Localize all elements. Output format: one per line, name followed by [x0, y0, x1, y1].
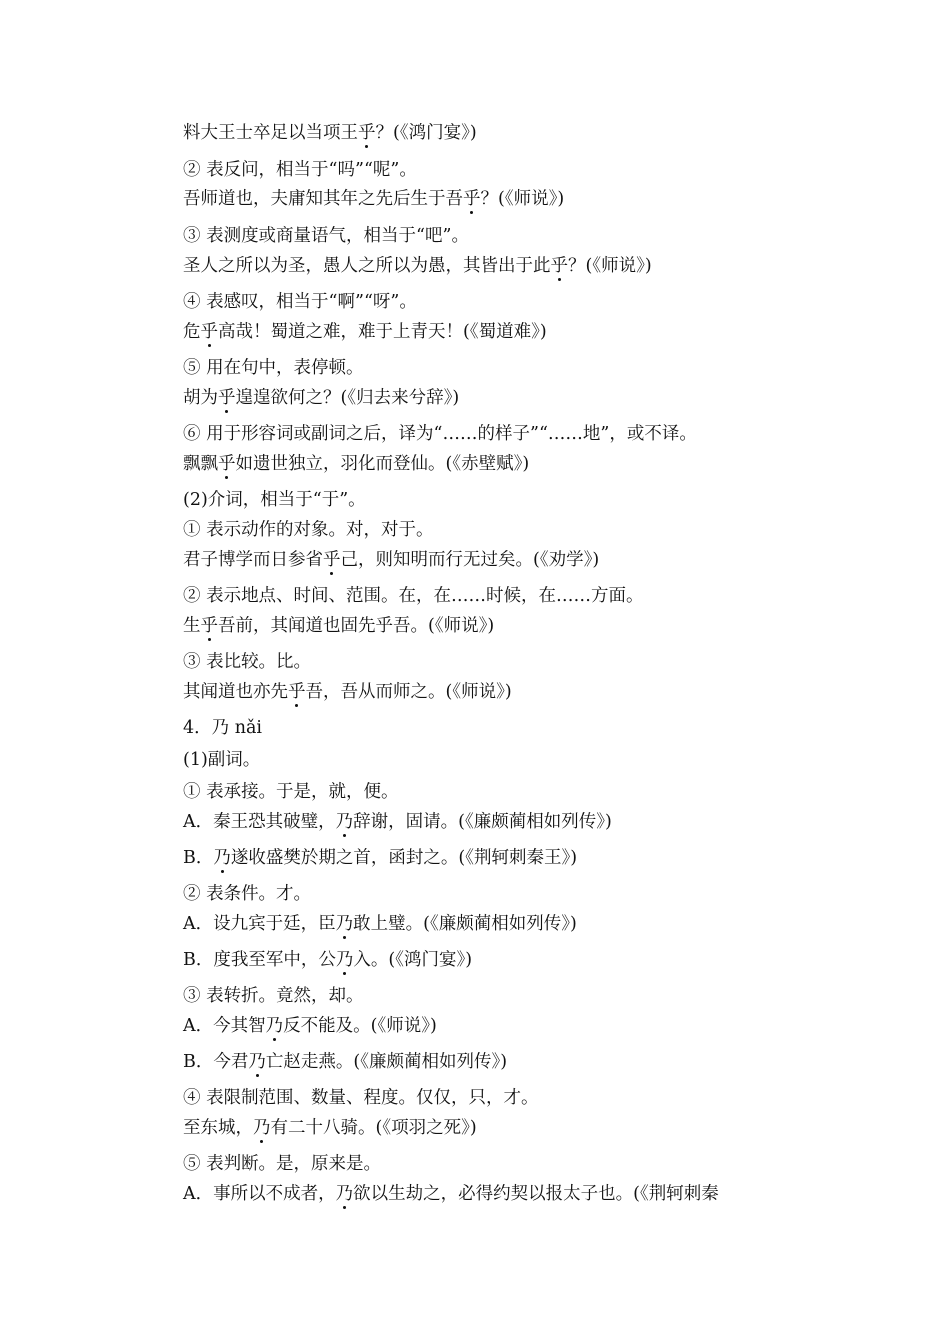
text-line — [183, 290, 417, 314]
emphasized-char: 乎 — [288, 682, 306, 702]
line-text: ① 表示动作的对象。对，对于。 — [183, 520, 434, 540]
line-text: 飘飘 — [183, 454, 218, 474]
text-line — [183, 1152, 381, 1176]
line-text-tail: 有二十八骑。(《项羽之死》) — [270, 1118, 477, 1138]
line-text: ③ 表转折。竟然，却。 — [183, 986, 364, 1006]
line-text: 圣人之所以为圣，愚人之所以为愚，其皆出于此 — [183, 256, 551, 276]
emphasized-char: 乎 — [358, 123, 376, 143]
line-text: B．度我至军中，公 — [183, 950, 336, 970]
line-text: B．今君 — [183, 1052, 249, 1072]
line-text: 生 — [183, 616, 201, 636]
line-text: (2)介词，相当于“于”。 — [183, 490, 366, 510]
text-line — [183, 912, 577, 936]
text-line — [183, 121, 477, 145]
text-line — [183, 254, 652, 278]
line-text: ⑤ 用在句中，表停顿。 — [183, 358, 364, 378]
text-line — [183, 680, 512, 704]
line-text: ④ 表限制范围、数量、程度。仅仅，只，才。 — [183, 1088, 539, 1108]
emphasized-char: 乎 — [218, 454, 236, 474]
emphasized-char: 乃 — [213, 848, 231, 868]
line-text-tail: 己，则知明而行无过矣。(《劝学》) — [340, 550, 600, 570]
line-text: ③ 表测度或商量语气，相当于“吧”。 — [183, 226, 469, 246]
text-line — [183, 488, 366, 512]
text-line — [183, 984, 364, 1008]
text-line — [183, 584, 644, 608]
line-text: 吾师道也，夫庸知其年之先后生于吾 — [183, 189, 463, 209]
line-text-tail: 如遗世独立，羽化而登仙。(《赤壁赋》) — [235, 454, 530, 474]
emphasized-char: 乃 — [335, 914, 354, 934]
line-text: A．秦王恐其破璧， — [183, 812, 336, 832]
text-line — [183, 518, 434, 542]
emphasized-char: 乎 — [218, 388, 236, 408]
line-text: ⑥ 用于形容词或副词之后，译为“……的样子”“……地”，或不译。 — [183, 424, 697, 444]
line-text-tail: 敢上璧。(《廉颇蔺相如列传》) — [353, 914, 577, 934]
line-text-tail: 高哉！蜀道之难，难于上青天！(《蜀道难》) — [218, 322, 547, 342]
line-text-tail: 亡赵走燕。(《廉颇蔺相如列传》) — [265, 1052, 508, 1072]
line-text: ② 表示地点、时间、范围。在，在……时候，在……方面。 — [183, 586, 644, 606]
emphasized-char: 乎 — [463, 189, 481, 209]
emphasized-char: 乎 — [550, 256, 568, 276]
text-line — [183, 422, 697, 446]
emphasized-char: 乎 — [323, 550, 341, 570]
line-text: A．事所以不成者， — [183, 1184, 336, 1204]
text-line — [183, 452, 529, 476]
text-line — [183, 748, 260, 772]
text-line — [183, 1086, 539, 1110]
text-line — [183, 846, 577, 870]
line-text-tail: 反不能及。(《师说》) — [283, 1016, 437, 1036]
line-text: ② 表条件。才。 — [183, 884, 312, 904]
line-text: 胡为 — [183, 388, 218, 408]
line-text-tail: ？(《师说》) — [480, 189, 565, 209]
text-line — [183, 158, 417, 182]
line-text-tail: 辞谢，固请。(《廉颇蔺相如列传》) — [353, 812, 612, 832]
emphasized-char: 乃 — [265, 1016, 284, 1036]
line-text: B． — [183, 848, 214, 868]
line-text: ① 表承接。于是，就，便。 — [183, 782, 399, 802]
emphasized-char: 乎 — [200, 616, 218, 636]
line-text: 料大王士卒足以当项王 — [183, 123, 358, 143]
text-line — [183, 386, 459, 410]
line-text-tail: 欲以生劫之，必得约契以报太子也。(《荆轲刺秦 — [353, 1184, 719, 1204]
line-text: A．今其智 — [183, 1016, 266, 1036]
text-line — [183, 320, 547, 344]
emphasized-char: 乃 — [335, 1184, 354, 1204]
line-text: ② 表反问，相当于“吗”“呢”。 — [183, 160, 417, 180]
emphasized-char: 乎 — [200, 322, 218, 342]
line-text: 至东城， — [183, 1118, 253, 1138]
text-line — [183, 810, 612, 834]
text-line — [183, 1014, 437, 1038]
line-text: 4．乃 nǎi — [183, 718, 262, 738]
emphasized-char: 乃 — [248, 1052, 266, 1072]
emphasized-char: 乃 — [335, 950, 354, 970]
text-line — [183, 548, 599, 572]
emphasized-char: 乃 — [335, 812, 354, 832]
text-line — [183, 1182, 719, 1206]
line-text-tail: 遑遑欲何之？(《归去来兮辞》) — [235, 388, 460, 408]
text-line — [183, 882, 311, 906]
line-text: ③ 表比较。比。 — [183, 652, 312, 672]
line-text-tail: ？(《师说》) — [568, 256, 652, 276]
text-line — [183, 224, 469, 248]
text-line — [183, 1050, 507, 1074]
line-text: 君子博学而日参省 — [183, 550, 323, 570]
text-line — [183, 187, 564, 211]
text-line — [183, 356, 364, 380]
section-heading — [183, 716, 262, 740]
line-text: ④ 表感叹，相当于“啊”“呀”。 — [183, 292, 417, 312]
line-text: ⑤ 表判断。是，原来是。 — [183, 1154, 382, 1174]
line-text-tail: ？(《鸿门宴》) — [375, 123, 477, 143]
text-line — [183, 948, 472, 972]
line-text: (1)副词。 — [183, 750, 261, 770]
line-text: A．设九宾于廷，臣 — [183, 914, 336, 934]
text-line — [183, 1116, 477, 1140]
text-line — [183, 780, 399, 804]
text-line — [183, 650, 311, 674]
line-text-tail: 遂收盛樊於期之首，函封之。(《荆轲刺秦王》) — [230, 848, 578, 868]
emphasized-char: 乃 — [253, 1118, 271, 1138]
line-text: 其闻道也亦先 — [183, 682, 288, 702]
line-text-tail: 吾，吾从而师之。(《师说》) — [305, 682, 512, 702]
line-text-tail: 吾前，其闻道也固先乎吾。(《师说》) — [218, 616, 495, 636]
line-text-tail: 入。(《鸿门宴》) — [353, 950, 473, 970]
line-text: 危 — [183, 322, 201, 342]
text-line — [183, 614, 494, 638]
